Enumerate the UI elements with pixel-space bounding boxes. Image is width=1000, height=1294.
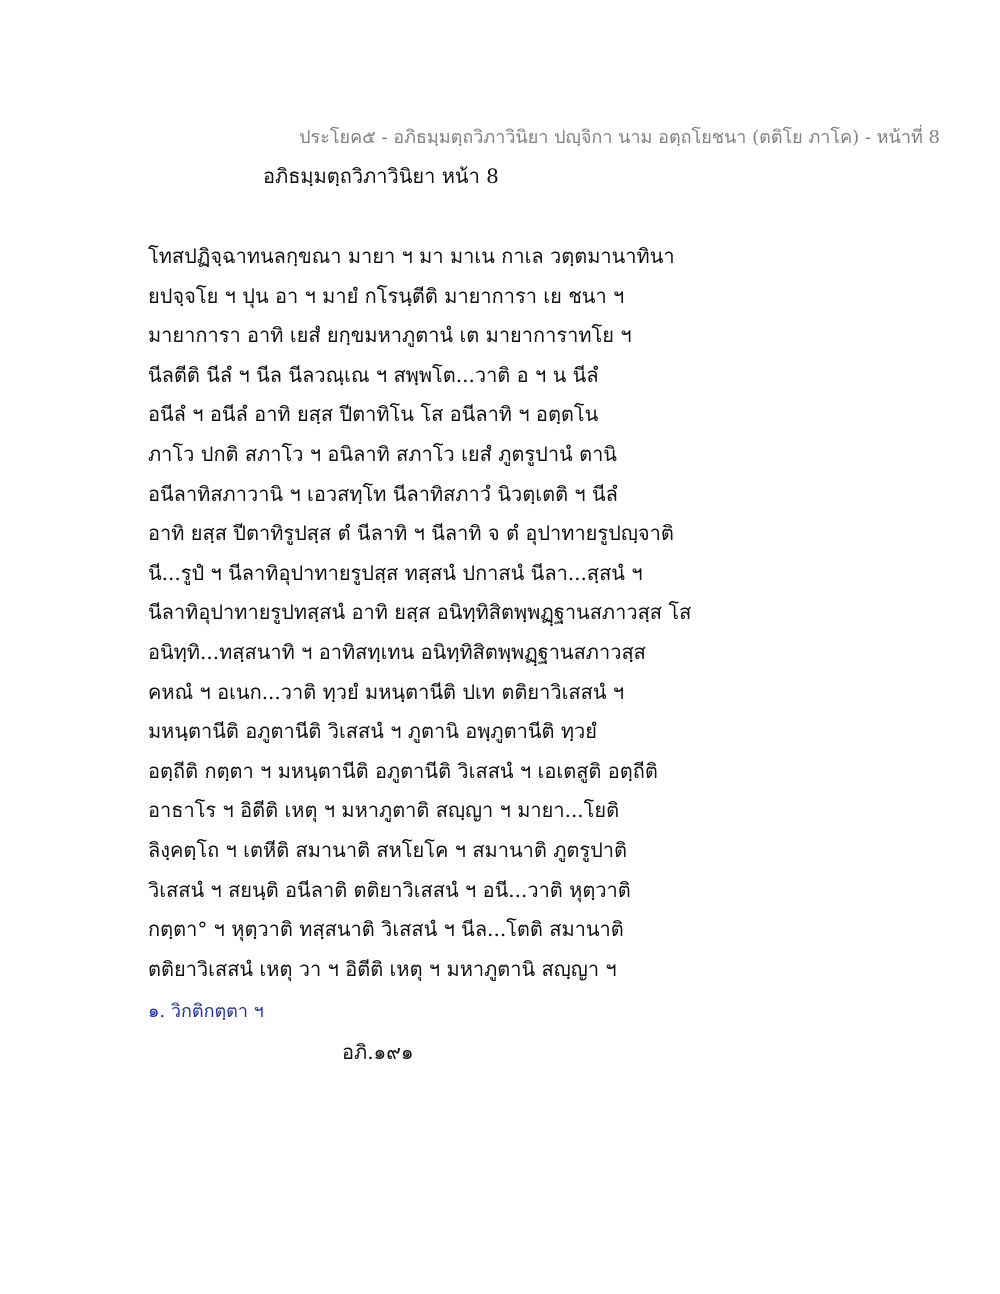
body-line: อาธาโร ฯ อิตีติ เหตุ ฯ มหาภูตาติ สญฺญา ฯ มายา...โยติ [148,798,620,823]
running-header [60,122,940,151]
body-line: ภาโว ปกติ สภาโว ฯ อนิลาทิ สภาโว เยสํ ภูตรูปานํ ตานิ [148,441,617,466]
body-line: อนีลํ ฯ อนีลํ อาทิ ยสฺส ปีตาทิโน โส อนีลาทิ ฯ อตฺตโน [148,402,599,427]
body-line: นีลาทิอุปาทายรูปทสฺสนํ อาทิ ยสฺส อนิทฺทิสิตพฺพฏฺฐานสภาวสฺส โส [148,600,692,625]
footnote: ๑. วิกติกตฺตา ฯ [148,1001,264,1022]
body-line: อาทิ ยสฺส ปีตาทิรูปสฺส ตํ นีลาทิ ฯ นีลาทิ จ ตํ อุปาทายรูปญฺจาติ [148,521,674,546]
body-line: ลิงฺคตฺโถ ฯ เตหีติ สมานาติ สหโยโค ฯ สมานาติ ภูตรูปาติ [148,837,628,862]
body-line: ยปจฺจโย ฯ ปุน อา ฯ มายํ กโรนฺตีติ มายาการา เย ชนา ฯ [148,283,625,308]
body-line: วิเสสนํ ฯ สยนฺติ อนีลาติ ตติยาวิเสสนํ ฯ อนี...วาติ หุตฺวาติ [148,877,631,902]
body-line: มายาการา อาทิ เยสํ ยกฺขมหาภูตานํ เต มายาการาทโย ฯ [148,323,632,348]
body-line: มหนฺตานีติ อภูตานีติ วิเสสนํ ฯ ภูตานิ อพฺภูตานีติ ทฺวยํ [148,719,597,744]
body-line: อนิทฺทิ...ทสฺสนาทิ ฯ อาทิสทฺเทน อนิทฺทิสิตพฺพฏฺฐานสภาวสฺส [148,639,646,664]
page-reference: อภิ.๑๙๑ [342,1040,414,1064]
body-line: นี...รูปํ ฯ นีลาทิอุปาทายรูปสฺส ทสฺสนํ ปกาสนํ นีลา...สฺสนํ ฯ [148,560,643,585]
body-text [148,242,868,994]
body-line: ตติยาวิเสสนํ เหตุ วา ฯ อิตีติ เหตุ ฯ มหาภูตานิ สญฺญา ฯ [148,956,617,981]
page-heading: อภิธมฺมตฺถวิภาวินิยา หน้า 8 [263,164,499,188]
running-header-text: ประโยค๕ - อภิธมฺมตฺถวิภาวินิยา ปญฺจิกา นาม อตฺถโยชนา (ตติโย ภาโค) - หน้าที่ 8 [299,127,940,148]
body-line: อนีลาทิสภาวานิ ฯ เอวสทฺโท นีลาทิสภาวํ นิวตฺเตติ ฯ นีลํ [148,481,618,506]
body-line: อตฺถีติ กตฺตา ฯ มหนฺตานีติ อภูตานีติ วิเสสนํ ฯ เอเตสูติ อตฺถีติ [148,758,658,783]
body-line: กตฺตา° ฯ หุตฺวาติ ทสฺสนาติ วิเสสนํ ฯ นีล...โตติ สมานาติ [148,917,624,942]
body-line: นีลตีติ นีลํ ฯ นีล นีลวณฺเณ ฯ สพฺพโต...วาติ อ ฯ น นีลํ [148,362,599,387]
body-line: คหณํ ฯ อเนก...วาติ ทฺวยํ มหนฺตานีติ ปเท ตติยาวิเสสนํ ฯ [148,679,625,704]
body-line: โทสปฏิจฺฉาทนลกฺขณา มายา ฯ มา มาเน กาเล วตฺตมานาทินา [148,244,675,268]
